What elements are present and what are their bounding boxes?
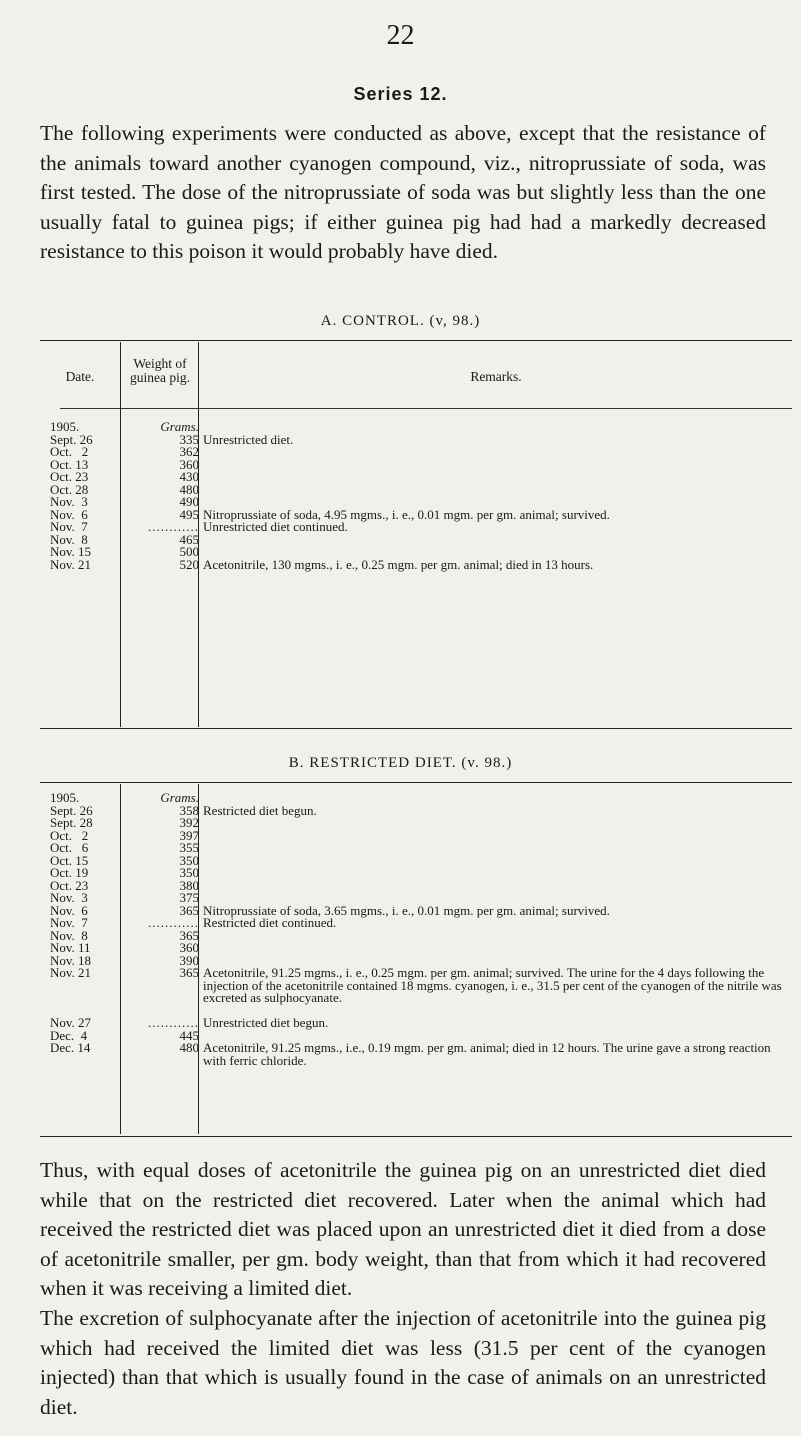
date-cell: Oct. 23 [50,469,89,484]
table-row [40,456,792,472]
date-cell: Nov. 8 [50,927,88,943]
table-b-bottom-rule [40,1136,792,1137]
date-cell: Oct. 6 [50,840,89,855]
date-cell: Nov. 6 [50,902,88,918]
weight-cell: 480 [179,481,199,497]
table-row [40,827,792,843]
weight-cell: 465 [179,531,199,547]
table-b-body [40,792,792,1092]
date-cell: Nov. 3 [50,890,88,905]
table-row [40,446,792,459]
table-row [40,842,792,855]
remarks-cell: Unrestricted diet continued. [203,519,348,534]
date-cell: Oct. 23 [50,877,89,893]
weight-cell: 350 [179,852,199,868]
date-cell: Nov. 21 [50,556,92,572]
table-row [40,877,792,893]
table-row [40,927,792,943]
table-row [40,852,792,868]
date-cell: Oct. 13 [50,456,89,472]
date-cell: Oct. 15 [50,852,89,868]
table-row [40,521,792,534]
series-title: Series 12. [353,84,448,104]
table-row [40,942,792,955]
remarks-cell: Nitroprussiate of soda, 3.65 mgms., i. e., 0.01 mgm. per gm. animal; survived. [203,902,610,918]
table-row [40,1042,792,1092]
table-a-header-remarks: Remarks. [470,369,522,384]
conclusion-paragraph-1: Thus, with equal doses of acetonitrile the guinea pig on an unrestricted diet died while that on the restricted diet recovered. Later when the animal which had received the restricted diet was placed upon an unrestricted diet it died from a dose of acetonitrile smaller, per gm. body weight, than that from which it had recovered when it was receiving a limited diet. [40,1158,766,1301]
remarks-cell: Nitroprussiate of soda, 4.95 mgms., i. e., 0.01 mgm. per gm. animal; survived. [203,506,610,522]
remarks-cell: Restricted diet begun. [203,802,317,818]
date-cell: Sept. 28 [50,815,93,830]
date-cell: Nov. 7 [50,519,88,534]
weight-cell: Grams. [160,419,199,434]
page-number: 22 [386,20,415,51]
table-a-body [40,421,792,571]
date-cell: 1905. [50,790,80,805]
weight-cell: 355 [179,840,199,855]
weight-cell: 360 [179,940,199,955]
date-cell: 1905. [50,419,80,434]
table-a-caption: A. CONTROL. (v, 98.) [320,313,481,329]
table-a-header-date: Date. [65,369,95,384]
date-cell: Nov. 6 [50,506,88,522]
remarks-cell: Unrestricted diet begun. [203,1015,329,1030]
date-cell: Nov. 3 [50,494,88,509]
weight-cell: 350 [179,865,199,880]
date-cell: Nov. 27 [50,1015,92,1030]
date-cell: Nov. 11 [50,940,91,955]
weight-cell: 360 [179,456,199,472]
date-cell: Sept. 26 [50,431,93,447]
weight-cell: 397 [179,827,199,843]
table-a-bottom-rule [40,728,792,729]
date-cell: Dec. 14 [50,1040,91,1055]
table-row [40,556,792,572]
weight-cell: 430 [179,469,199,484]
table-row [40,421,792,434]
date-cell: Oct. 2 [50,444,89,459]
weight-cell: ............ [148,915,199,930]
weight-cell: 445 [179,1027,199,1043]
table-row [40,802,792,818]
remarks-cell: Restricted diet continued. [203,915,337,930]
table-a-header-weight: Weight of guinea pig. [130,356,190,385]
table-row [40,1017,792,1030]
table-row [40,471,792,484]
table-row [40,867,792,880]
weight-cell: ............ [148,1015,199,1030]
weight-cell: ............ [148,519,199,534]
table-row [40,917,792,930]
date-cell: Sept. 26 [50,802,93,818]
weight-cell: 335 [179,431,199,447]
weight-cell: 500 [179,544,199,559]
conclusion-paragraph-2: The excretion of sulphocyanate after the injection of acetonitrile into the guinea pig which had received the limited diet was less (31.5 per cent of the cyanogen injected) than that which is usually found in the case of animals on an unrestricted diet. [40,1306,766,1419]
weight-cell: 490 [179,494,199,509]
table-a-top-rule [40,340,792,341]
table-row [40,431,792,447]
date-cell: Nov. 8 [50,531,88,547]
date-cell: Dec. 4 [50,1027,88,1043]
date-cell: Oct. 19 [50,865,89,880]
weight-cell: 365 [179,902,199,918]
remarks-cell: Acetonitrile, 130 mgms., i. e., 0.25 mgm. per gm. animal; died in 13 hours. [203,556,594,572]
date-cell: Nov. 21 [50,965,92,980]
remarks-cell: Unrestricted diet. [203,431,294,447]
weight-cell: 520 [179,556,199,572]
weight-cell: 362 [179,444,199,459]
weight-cell: 365 [179,927,199,943]
weight-cell: 358 [179,802,199,818]
weight-cell: 480 [179,1040,199,1055]
table-row [40,531,792,547]
date-cell: Nov. 18 [50,952,92,968]
weight-cell: Grams. [160,790,199,805]
weight-cell: 390 [179,952,199,968]
table-a-header-rule [60,408,792,409]
date-cell: Nov. 7 [50,915,88,930]
weight-cell: 392 [179,815,199,830]
remarks-cell: Acetonitrile, 91.25 mgms., i. e., 0.25 mgm. per gm. animal; survived. The urine for the 4 days following the injection of the acetonitrile contained 18 mgms. cyanogen, i. e., 31.5 per cent of the cyanogen of the nitrile was excreted as sulphocyanate. [203,965,782,1005]
date-cell: Oct. 2 [50,827,89,843]
weight-cell: 495 [179,506,199,522]
weight-cell: 380 [179,877,199,893]
table-row [40,967,792,1017]
remarks-cell: Acetonitrile, 91.25 mgms., i.e., 0.19 mgm. per gm. animal; died in 12 hours. The urine gave a strong reaction with ferric chloride. [203,1040,771,1068]
intro-paragraph: The following experiments were conducted as above, except that the resistance of the animals toward another cyanogen compound, viz., nitroprussiate of soda, was first tested. The dose of the nitroprussiate of soda was but slightly less than the one usually fatal to guinea pigs; if either guinea pig had had a markedly decreased resistance to this poison it would probably have died. [40,121,766,264]
table-b-caption: B. RESTRICTED DIET. (v. 98.) [288,755,513,771]
date-cell: Oct. 28 [50,481,89,497]
date-cell: Nov. 15 [50,544,92,559]
weight-cell: 375 [179,890,199,905]
weight-cell: 365 [179,965,199,980]
table-b-top-rule [40,782,792,783]
table-row [40,481,792,497]
table-row [40,817,792,830]
table-row [40,792,792,805]
